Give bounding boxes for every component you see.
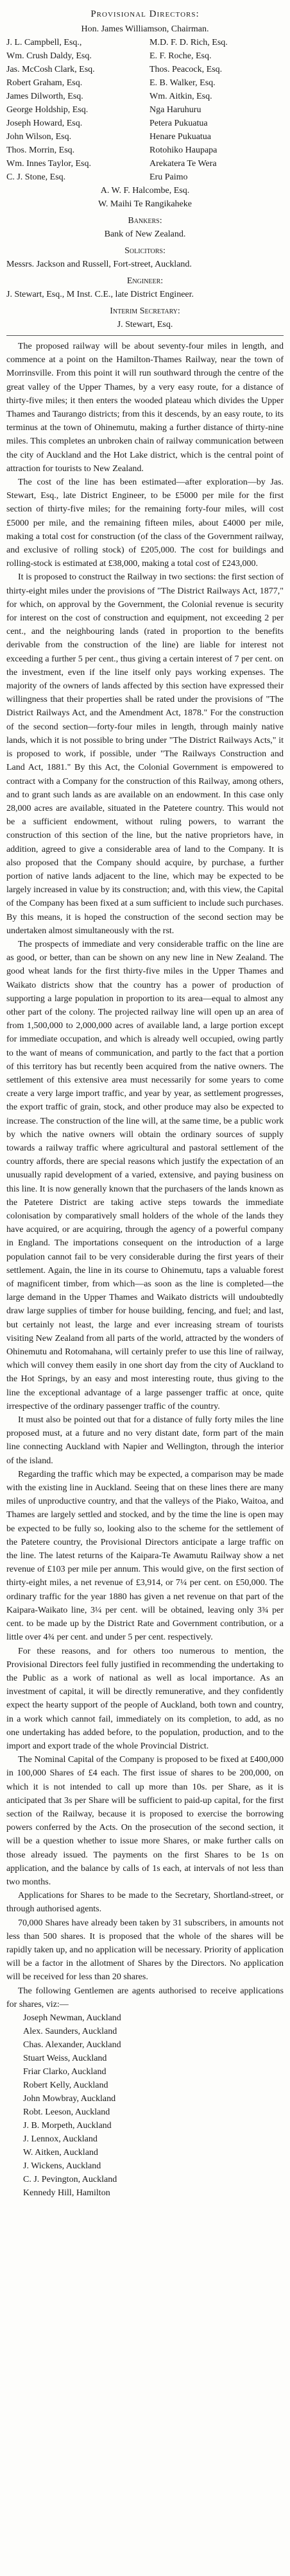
director-name: M.D. F. D. Rich, Esq. xyxy=(149,38,228,47)
agent-item: Friar Clarko, Auckland xyxy=(23,2066,107,2077)
director-name: James Dilworth, Esq. xyxy=(6,92,83,101)
director-name: Arekatera Te Wera xyxy=(149,159,217,169)
agent-item: J. B. Morpeth, Auckland xyxy=(23,2120,112,2131)
director-name: Robert Graham, Esq. xyxy=(6,78,83,88)
agent-item: Kennedy Hill, Hamilton xyxy=(23,2188,110,2198)
director-name: Petera Pukuatua xyxy=(149,119,208,128)
body-paragraph: The proposed railway will be about seventy-four miles in length, and commence at a point on the Hamilton-Thames Railway, near the town of Morrinsville. From this point it will run southward through the centre of the great valley of the Upper Thames, by a very easy route, for a distance of thirty-five miles; it then enters the wooded plateau which divides the Upper Thames and Taurango districts; from this it descends, by an easy route, to its terminus at the town of Ohinemutu, making a further distance of thirty-nine miles. This completes an unbroken chain of railway communication between the city of Auckland and the Hot Lake district, which is the central point of attraction for tourists to New Zealand. xyxy=(6,342,284,474)
directors-heading: Provisional Directors: xyxy=(90,9,200,19)
agent-item: Chas. Alexander, Auckland xyxy=(23,2040,121,2050)
director-name: George Holdship, Esq. xyxy=(6,105,89,115)
body-paragraph: It must also be pointed out that for a distance of fully forty miles the line proposed must, at a future and no very distant date, form part of the main line connecting Auckland with Napier and Wellington, through the interior of the island. xyxy=(6,1415,284,1466)
director-name: C. J. Stone, Esq. xyxy=(6,172,66,182)
solicitors-heading: Solicitors: xyxy=(124,246,166,256)
engineer-heading: Engineer: xyxy=(126,276,164,286)
director-name: A. W. F. Halcombe, Esq. xyxy=(100,186,190,195)
director-name: Wm. Crush Daldy, Esq. xyxy=(6,51,92,61)
director-name: Nga Haruhuru xyxy=(149,105,201,115)
body-paragraph: Applications for Shares to be made to the Secretary, Shortland-street, or through authorised agents. xyxy=(6,1891,284,1915)
agent-item: Joseph Newman, Auckland xyxy=(23,2013,121,2023)
director-name: Rotohiko Haupapa xyxy=(149,145,218,155)
solicitors-line: Messrs. Jackson and Russell, Fort-street, Auckland. xyxy=(6,260,192,269)
agent-item: Alex. Saunders, Auckland xyxy=(23,2026,117,2036)
director-name: John Wilson, Esq. xyxy=(6,132,72,142)
director-name: Eru Paimo xyxy=(149,172,188,182)
director-name: Wm. Aitkin, Esq. xyxy=(149,92,212,101)
director-name: Wm. Innes Taylor, Esq. xyxy=(6,159,91,169)
director-name: W. Maihi Te Rangikaheke xyxy=(98,199,192,209)
agent-item: J. Lennox, Auckland xyxy=(23,2134,98,2144)
director-name: Joseph Howard, Esq. xyxy=(6,119,83,128)
director-name: Henare Pukuatua xyxy=(149,132,212,142)
agent-item: J. Wickens, Auckland xyxy=(23,2161,101,2171)
director-name: Thos. Morrin, Esq. xyxy=(6,145,75,155)
prospectus-column xyxy=(6,9,284,2200)
chairman-line: Hon. James Williamson, Chairman. xyxy=(81,24,209,34)
divider xyxy=(6,335,284,336)
agent-item: Robt. Leeson, Auckland xyxy=(23,2107,110,2117)
agents-list xyxy=(6,2011,284,2200)
body-paragraph: The prospects of immediate and very considerable traffic on the line are as good, or better, than can be shown on any new line in New Zealand. The good wheat lands for the first thirty-five miles in the Upper Thames and Waikato districts show that the country has a power of production of supporting a large population in proportion to its area—equal to almost any other part of the colony. The projected railway line will open up an area of from 1,500,000 to 2,000,000 acres of available land, a large portion except for immediate occupation, and which is already well occupied, owing partly to the want of means of communication, and partly to the fact that a portion of this territory has but recently been acquired from the native owners. The settlement of this extensive area must necessarily for some years to come create a very large import traffic, and year by year, as settlement progresses, the export traffic of grain, stock, and other produce may also be expected to increase. The construction of the line will, at the same time, be a public work by which the native owners will obtain the ordinary sources of supply towards a railway traffic where agricultural and pastoral settlement of the country affords, there are special reasons which justify the expectation of an unusually rapid development of a varied, extensive, and paying business on this line. It is now generally known that the purchasers of the lands known as the Patetere District are taking active steps towards the immediate colonisation by comparatively small holders of the whole of the lands they have acquired, or are acquiring, through the agency of a powerful company in England. The importations consequent on the introduction of a large population cannot fail to be very considerable during the first years of their settlement. Again, the line in its course to Ohinemutu, taps a valuable forest of magnificent timber, from which—as soon as the line is completed—the large demand in the Upper Thames and Waikato districts will undoubtedly draw large supplies of timber for house building, fencing, and fuel; and last, but certainly not least, the large and ever increasing stream of tourists visiting New Zealand from all parts of the world, attracted by the wonders of Ohinemutu and Rotomahana, will certainly prefer to use this line of railway, which will convey them easily in one short day from the city of Auckland to the Hot Springs, by an easy and most interesting route, thus giving to the line the exceptional advantage of a large passenger traffic at once, quite irrespective of the ordinary passenger traffic of the country. xyxy=(6,939,284,1411)
agent-item: W. Aitken, Auckland xyxy=(23,2147,98,2157)
engineer-line: J. Stewart, Esq., M Inst. C.E., late District Engineer. xyxy=(6,290,194,299)
directors-list xyxy=(6,36,284,184)
director-name: E. B. Walker, Esq. xyxy=(149,78,216,88)
body-paragraph: For these reasons, and for others too numerous to mention, the Provisional Directors feel fully justified in recommending the undertaking to the Public as a work of national as well as local importance. As an investment of capital, it will be directly remunerative, and they confidently expect the hearty support of the people of Auckland, both town and country, in a work which cannot fail, immediately on its completion, to add, as no one undertaking has added before, to the population, production, and to the import and export trade of the whole Provincial District. xyxy=(6,1646,284,1751)
body-paragraph: The following Gentlemen are agents authorised to receive applications for shares, viz:— xyxy=(6,1986,284,2009)
secretary-heading: Interim Secretary: xyxy=(110,306,180,316)
bankers-heading: Bankers: xyxy=(128,216,162,226)
director-name: Jas. McCosh Clark, Esq. xyxy=(6,65,95,74)
page-bottom-fade xyxy=(0,2557,290,2576)
agent-item: Robert Kelly, Auckland xyxy=(23,2080,108,2090)
agent-item: Stuart Weiss, Auckland xyxy=(23,2053,107,2063)
body-paragraph: The cost of the line has been estimated—after exploration—by Jas. Stewart, Esq., late District Engineer, to be £5000 per mile for the first section of thirty-five miles; for the remaining forty-four miles, will cost £5000 per mile, and the remaining fifteen miles, about £4000 per mile, making a total cost for construction (of the class of the Government railway, and exclusive of rolling stock) of £205,000. The cost for buildings and rolling-stock is estimated at £38,000, making a total cost of £243,000. xyxy=(6,478,284,569)
director-name: E. F. Roche, Esq. xyxy=(149,51,212,61)
body-paragraph: 70,000 Shares have already been taken by 31 subscribers, in amounts not less than 500 shares. It is proposed that the whole of the shares will be rapidly taken up, and no application will be necessary. Priority of application will be a factor in the allotment of Shares by the Directors. No application will be received for less than 20 shares. xyxy=(6,1918,284,1982)
director-name: Thos. Peacock, Esq. xyxy=(149,65,223,74)
agent-item: John Mowbray, Auckland xyxy=(23,2093,116,2104)
body-paragraph: The Nominal Capital of the Company is proposed to be fixed at £400,000 in 100,000 Shares of £4 each. The first issue of shares to be 200,000, on which it is not intended to call up more than 10s. per Share, as it is anticipated that 3s per Share will be sufficient to paid-up capital, for the first section of the Railway, because it is proposed to exercise the borrowing powers conferred by the Acts. On the prosecution of the second section, it will be a question whether to issue more Shares, or make further calls on those already issued. The payments on the first Shares to be 1s on application, and the balance by calls of 1s each, at intervals of not less than two months. xyxy=(6,1755,284,1887)
agent-item: C. J. Pevington, Auckland xyxy=(23,2174,117,2184)
secretary-line: J. Stewart, Esq. xyxy=(117,320,173,329)
bankers-line: Bank of New Zealand. xyxy=(104,229,186,239)
body-paragraph: It is proposed to construct the Railway in two sections: the first section of thirty-eight miles under the provisions of "The District Railways Act, 1877," for which, on approval by the Government, the Colonial revenue is security for interest on the cost of construction and equipment, not exceeding 2 per cent., and the neighbouring lands (rated in proportion to the benefits derivable from the construction of the line) are liable for interest not exceeding a further 5 per cent., thus giving a certain interest of 7 per cent. on the investment, even if the line itself only pays working expenses. The majority of the owners of lands affected by this section have expressed their willingness that their properties shall be rated under the provisions of "The District Railways Act, and the Amendment Act, 1878." For the construction of the second section—forty-four miles in length, through mainly native lands, which it is not possible to bring under "The District Railways Acts," it is proposed to work, if possible, under "The Railways Construction and Land Act, 1881." By this Act, the Colonial Government is empowered to contract with a Company for the construction of this Railway, among others, and to grant such lands as are available on an endowment. In this case only 28,000 acres are available, situated in the Patetere country. This would not be a sufficient endowment, without ruling powers, to warrant the construction of this section of the line, but the native proprietors have, in addition, agreed to give a considerable area of land to the Company. It is also proposed that the Company should acquire, by purchase, a further portion of native lands adjacent to the line, which may be expected to be largely increased in value by its construction; and, with this view, the Capital of the Company has been fixed at a sum sufficient to include such purchases. By this means, it is hoped the construction of the second section may be undertaken almost simultaneously with the rst. xyxy=(6,572,284,936)
director-name: J. L. Campbell, Esq., xyxy=(6,38,82,47)
body-paragraph: Regarding the traffic which may be expected, a comparison may be made with the existing line in Auckland. Seeing that on these lines there are many miles of unproductive country, and that the valleys of the Piako, Waitoa, and Thames are largely settled and stocked, and by the time the line is open may be expected to be fully so, looking also to the scheme for the settlement of the Patetere country, the Provisional Directors anticipate a large traffic on the line. The latest returns of the Kaipara-Te Awamutu Railway show a net revenue of £103 per mile per annum. This would give, on the first section of thirty-eight miles, a net revenue of £3,914, or 7¼ per cent. on £50,000. The ordinary traffic for the year 1880 has given a net revenue on that part of the Kaipara-Waikato line, 3¼ per cent. will be obtained, leaving only 3¾ per cent. to be made up by the District Rate and Government contribution, or a little over 4¾ per cent. and under 5 per cent. respectively. xyxy=(6,1469,284,1643)
